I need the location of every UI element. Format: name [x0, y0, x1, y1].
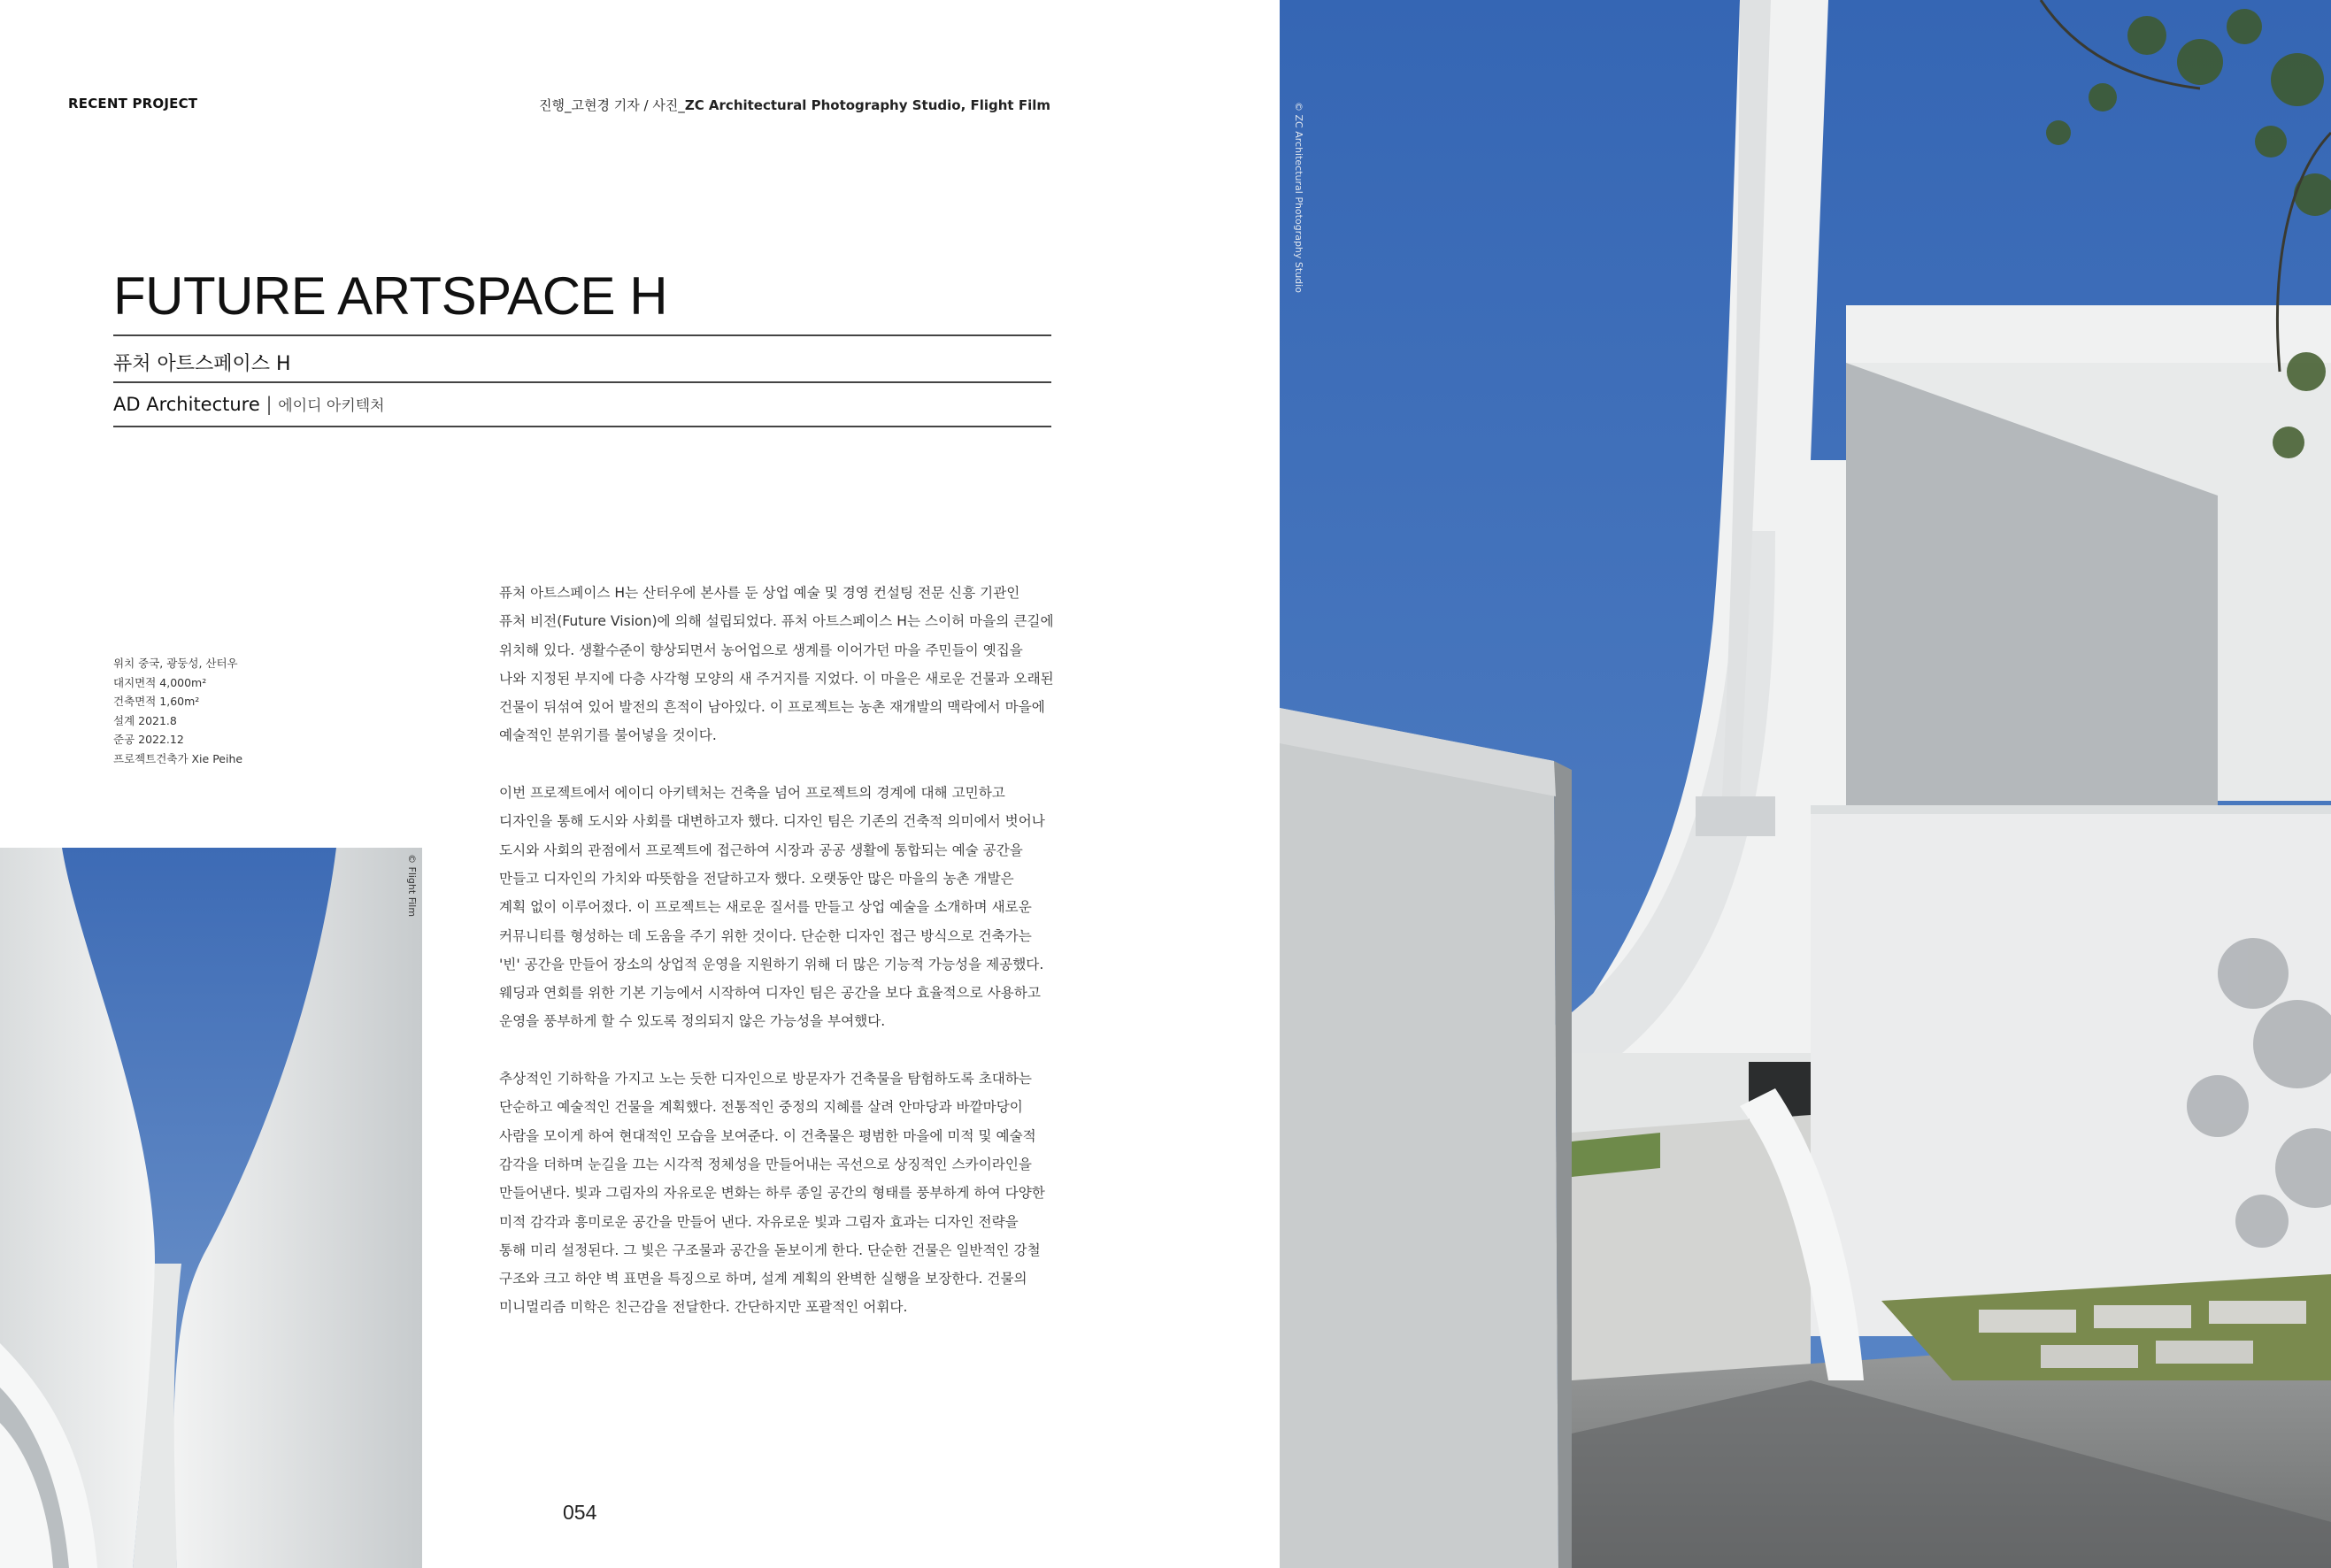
photo-credit-big: © ZC Architectural Photography Studio	[1293, 102, 1304, 293]
info-completion-date: 준공 2022.12	[113, 733, 184, 746]
text-line: 건물이 뒤섞여 있어 발전의 흔적이 남아있다. 이 프로젝트는 농촌 재개발의 맥락에서 마을에	[499, 699, 1045, 716]
info-site-area: 대지면적 4,000m²	[113, 675, 207, 689]
photo-credit-small: © Flight Film	[406, 854, 418, 918]
text-line: 구조와 크고 하얀 벽 표면을 특징으로 하며, 설계 계획의 완벽한 실행을 보장한다. 건물의	[499, 1271, 1027, 1287]
title-rule-1	[113, 334, 1051, 336]
info-location: 위치 중국, 광둥성, 산터우	[113, 657, 238, 670]
page-number: 054	[563, 1501, 597, 1524]
project-info	[113, 654, 242, 768]
architect-separator: |	[265, 394, 273, 415]
credit-bold: ZC Architectural Photography Studio, Flight Film	[684, 97, 1050, 113]
text-line: 사람을 모이게 하여 현대적인 모습을 보여준다. 이 건축물은 평범한 마을에 미적 및 예술적	[499, 1127, 1036, 1144]
text-line: 도시와 사회의 관점에서 프로젝트에 접근하여 시장과 공공 생활에 통합되는 예술 공간을	[499, 842, 1023, 858]
architect-line	[113, 393, 385, 415]
text-line: 만들고 디자인의 가치와 따뜻함을 전달하고자 했다. 오랫동안 많은 마을의 농촌 개발은	[499, 870, 1014, 887]
info-project-architect: 프로젝트건축가 Xie Peihe	[113, 751, 243, 765]
title-english: FUTURE ARTSPACE H	[113, 266, 668, 326]
text-line: 만들어낸다. 빛과 그림자의 자유로운 변화는 하루 종일 공간의 형태를 풍부하게 하여 다양한	[499, 1185, 1045, 1202]
title-rule-3	[113, 426, 1051, 427]
section-label: RECENT PROJECT	[68, 96, 198, 111]
architect-korean: 에이디 아키텍처	[278, 397, 385, 415]
text-line: 예술적인 분위기를 불어넣을 것이다.	[499, 727, 717, 744]
text-line: 웨딩과 연회를 위한 기본 기능에서 시작하여 디자인 팀은 공간을 보다 효율적으로 사용하고	[499, 985, 1041, 1002]
text-line: 퓨처 비전(Future Vision)에 의해 설립되었다. 퓨처 아트스페이스 H는 스이허 마을의 큰길에	[499, 613, 1054, 630]
text-line: 통해 미리 설정된다. 그 빛은 구조물과 공간을 돋보이게 한다. 단순한 건물은 일반적인 강철	[499, 1241, 1041, 1258]
credit-normal: 진행_고현경 기자 / 사진_	[539, 97, 685, 113]
text-line: 커뮤니티를 형성하는 데 도움을 주기 위한 것이다. 단순한 디자인 접근 방식으로 건축가는	[499, 927, 1032, 944]
text-line: 단순하고 예술적인 건물을 계획했다. 전통적인 중정의 지혜를 살려 안마당과 바깥마당이	[499, 1099, 1023, 1116]
title-rule-2	[113, 381, 1051, 383]
paragraph-3	[499, 1065, 1057, 1322]
photo-credit-line	[539, 96, 1050, 114]
architect-english: AD Architecture	[113, 394, 260, 415]
text-line: 나와 지정된 부지에 다층 사각형 모양의 새 주거지를 지었다. 이 마을은 새로운 건물과 오래된	[499, 670, 1054, 687]
title-korean: 퓨처 아트스페이스 H	[113, 353, 291, 375]
article-body	[499, 579, 1057, 1350]
paragraph-2	[499, 779, 1057, 1036]
text-line: 운영을 풍부하게 할 수 있도록 정의되지 않은 가능성을 부여했다.	[499, 1013, 886, 1030]
photo-building-illustration	[1280, 0, 2331, 1568]
text-line: 디자인을 통해 도시와 사회를 대변하고자 했다. 디자인 팀은 기존의 건축적 의미에서 벗어나	[499, 813, 1045, 830]
text-line: 이번 프로젝트에서 에이디 아키텍처는 건축을 넘어 프로젝트의 경계에 대해 고민하고	[499, 785, 1005, 802]
text-line: 위치해 있다. 생활수준이 향상되면서 농어업으로 생계를 이어가던 마을 주민들이 옛집을	[499, 642, 1023, 658]
photo-curved-walls	[0, 848, 422, 1568]
photo-curved-walls-illustration	[0, 848, 422, 1568]
text-line: '빈' 공간을 만들어 장소의 상업적 운영을 지원하기 위해 더 많은 기능적 가능성을 제공했다.	[499, 956, 1044, 972]
text-line: 감각을 더하며 눈길을 끄는 시각적 정체성을 만들어내는 곡선으로 상징적인 스카이라인을	[499, 1156, 1032, 1172]
text-line: 계획 없이 이루어졌다. 이 프로젝트는 새로운 질서를 만들고 상업 예술을 소개하며 새로운	[499, 899, 1032, 916]
info-building-area: 건축면적 1,60m²	[113, 695, 200, 708]
text-line: 퓨처 아트스페이스 H는 산터우에 본사를 둔 상업 예술 및 경영 컨설팅 전문 신흥 기관인	[499, 585, 1020, 601]
photo-building-exterior	[1280, 0, 2331, 1568]
text-line: 미니멀리즘 미학은 친근감을 전달한다. 간단하지만 포괄적인 어휘다.	[499, 1299, 908, 1316]
info-design-date: 설계 2021.8	[113, 713, 177, 727]
text-line: 추상적인 기하학을 가지고 노는 듯한 디자인으로 방문자가 건축물을 탐험하도록 초대하는	[499, 1071, 1032, 1088]
paragraph-1	[499, 579, 1057, 750]
text-line: 미적 감각과 흥미로운 공간을 만들어 낸다. 자유로운 빛과 그림자 효과는 디자인 전략을	[499, 1213, 1019, 1230]
